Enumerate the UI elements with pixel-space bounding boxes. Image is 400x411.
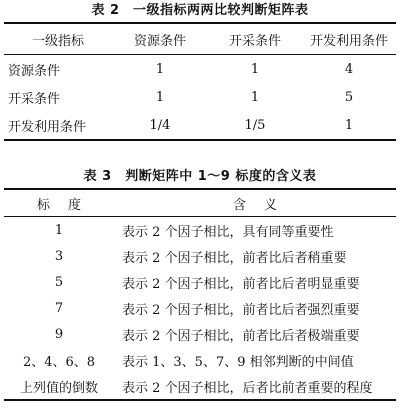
table-cell: 1 — [250, 61, 260, 77]
row-label: 开采条件 — [8, 91, 61, 107]
scale-meaning: 表示 2 个因子相比，具有同等重要性 — [122, 224, 334, 240]
table-cell: 1/4 — [149, 117, 171, 133]
table-cell: 1 — [344, 117, 354, 133]
table-row — [4, 55, 396, 84]
scale-meaning-table — [4, 188, 396, 401]
table-2-block — [0, 0, 400, 141]
scale-meaning: 表示 2 个因子相比，前者比后者极端重要 — [122, 328, 360, 344]
table-row — [4, 321, 396, 347]
table-row — [4, 243, 396, 269]
table-row — [4, 269, 396, 295]
row-label: 资源条件 — [8, 63, 61, 79]
table-row — [4, 217, 396, 244]
scale-meaning: 表示 2 个因子相比，前者比后者稍重要 — [122, 250, 347, 266]
table-cell: 1 — [155, 89, 165, 105]
table-header-row — [4, 23, 396, 55]
column-header-mining: 开采条件 — [228, 33, 281, 49]
scale-meaning: 表示 2 个因子相比，前者比后者强烈重要 — [122, 302, 360, 318]
judgment-matrix-table — [4, 22, 396, 141]
table-row — [4, 83, 396, 111]
scale-value: 9 — [54, 326, 64, 342]
scale-meaning: 表示 2 个因子相比，后者比前者重要的程度 — [122, 380, 373, 396]
table-cell: 5 — [344, 89, 354, 105]
column-header-indicator: 一级指标 — [31, 33, 84, 49]
table-row — [4, 347, 396, 373]
table-3-caption: 表 3 判断矩阵中 1～9 标度的含义表 — [83, 169, 317, 184]
table-cell: 1 — [250, 89, 260, 105]
column-header-scale: 标度 — [36, 197, 99, 213]
table-row — [4, 373, 396, 400]
table-cell: 1/5 — [244, 117, 266, 133]
table-header-row — [4, 189, 396, 217]
scale-meaning: 表示 2 个因子相比，前者比后者明显重要 — [122, 276, 360, 292]
table-row — [4, 111, 396, 140]
scale-value: 上列值的倒数 — [19, 380, 98, 396]
scale-value: 2、4、6、8 — [22, 354, 96, 370]
table-3-block — [0, 166, 400, 401]
scale-value: 1 — [54, 222, 64, 238]
scale-value: 5 — [54, 274, 64, 290]
scale-meaning: 表示 1、3、5、7、9 相邻判断的中间值 — [122, 354, 354, 370]
table-row — [4, 295, 396, 321]
table-cell: 1 — [155, 61, 165, 77]
column-header-meaning: 含义 — [232, 197, 295, 213]
scale-value: 3 — [54, 248, 64, 264]
column-header-development: 开发利用条件 — [309, 33, 388, 49]
row-label: 开发利用条件 — [8, 119, 87, 135]
table-2-caption: 表 2 一级指标两两比较判断矩阵表 — [91, 3, 309, 18]
scale-value: 7 — [54, 300, 64, 316]
column-header-resource: 资源条件 — [133, 33, 186, 49]
table-cell: 4 — [344, 61, 354, 77]
